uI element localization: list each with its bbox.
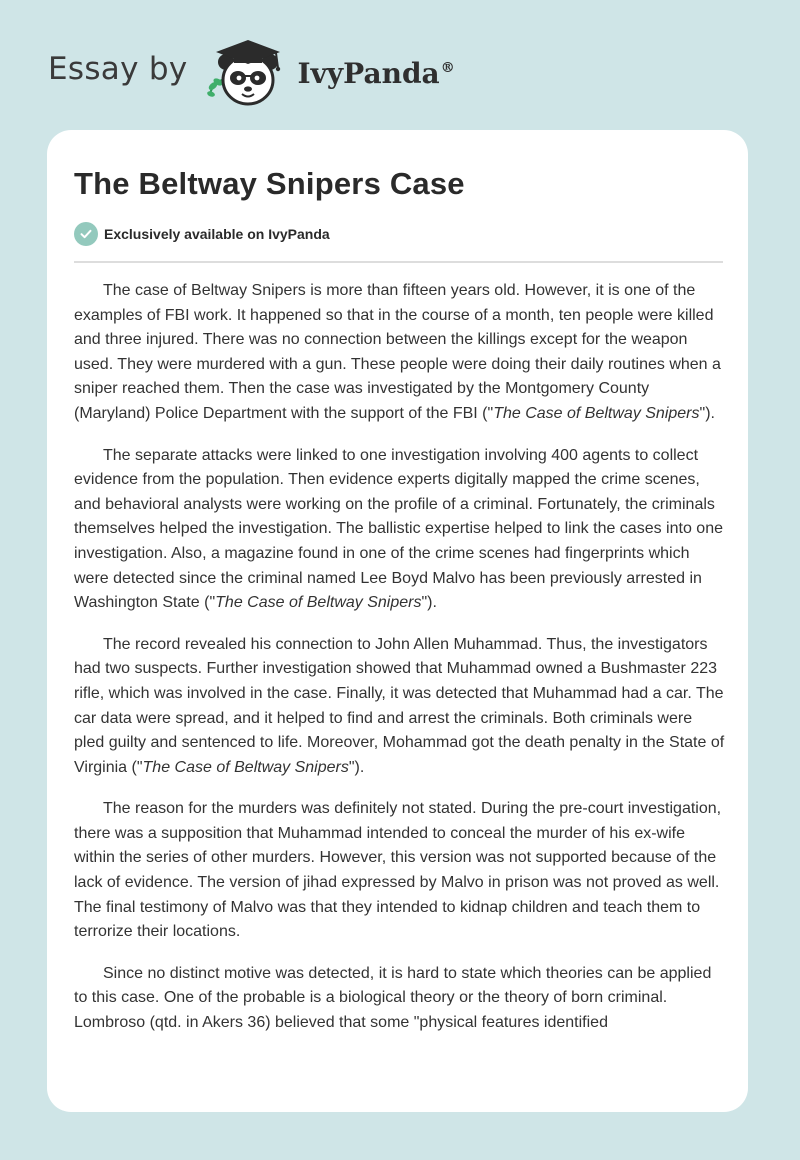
essay-card (47, 130, 748, 1112)
brand-header (48, 36, 455, 108)
paragraph: The case of Beltway Snipers is more than fifteen years old. However, it is one of the examples of FBI work. It happened so that in the course of a month, ten people were killed and three injured. There was no connection between the killings except for the weapon used. They were murdered with a gun. These people were doing their daily routines when a sniper reached them. Then the case was investigated by the Montgomery County (Maryland) Police Department with the support of the FBI ("The Case of Beltway Snipers"). (74, 282, 721, 422)
divider (74, 261, 723, 263)
check-circle-icon (74, 222, 98, 246)
paragraph: The record revealed his connection to John Allen Muhammad. Thus, the investigators had two suspects. Further investigation showed that Muhammad owned a Bushmaster 223 rifle, which was involved in the case. Finally, it was detected that Muhammad had a car. The car data were spread, and it helped to find and arrest the criminals. Both criminals were pled guilty and sentenced to life. Moreover, Mohammad got the death penalty in the State of Virginia ("The Case of Beltway Snipers"). (74, 635, 725, 776)
paragraph: Since no distinct motive was detected, it is hard to state which theories can be applied to this case. One of the probable is a biological theory or the theory of born criminal. Lombroso (qtd. in Akers 36) believed that some "physical features identified (74, 964, 712, 1032)
essay-body (74, 279, 726, 1053)
brand-name: IvyPanda® (297, 56, 455, 90)
exclusive-badge (74, 222, 330, 246)
panda-graduate-icon (202, 36, 294, 108)
paragraph: The reason for the murders was definitely not stated. During the pre-court investigation, there was a supposition that Muhammad intended to conceal the murder of his ex-wife within the series of other murders. However, this version was not supported because of the lack of evidence. The version of jihad expressed by Malvo in prison was not proved as well. The final testimony of Malvo was that they intended to kidnap children and teach them to terrorize their locations. (74, 800, 722, 941)
badge-label: Exclusively available on IvyPanda (104, 226, 330, 242)
brand-prefix: Essay by (48, 51, 188, 87)
page-title: The Beltway Snipers Case (74, 166, 465, 201)
paragraph: The separate attacks were linked to one investigation involving 400 agents to collect evidence from the population. Then evidence experts digitally mapped the crime scenes, and behavioral analysts were working on the profile of a criminal. Fortunately, the criminals themselves helped the investigation. The ballistic expertise helped to link the cases into one investigation. Also, a magazine found in one of the crime scenes had fingerprints which were detected since the criminal named Lee Boyd Malvo has been previously arrested in Washington State ("The Case of Beltway Snipers"). (74, 446, 723, 612)
